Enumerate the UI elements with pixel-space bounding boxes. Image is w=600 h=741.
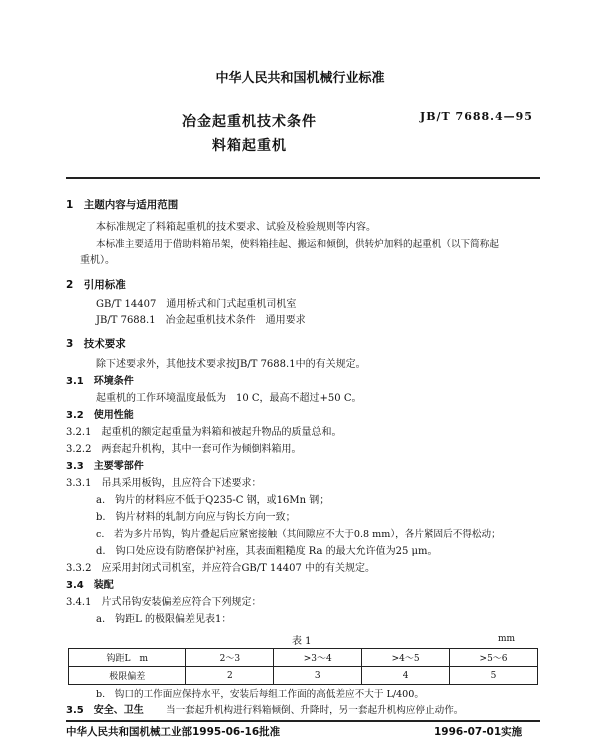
table-1-unit: mm (498, 634, 516, 644)
footer-rule (66, 720, 540, 722)
section-1-heading: 1 主题内容与适用范围 (66, 199, 179, 211)
item-d: d. 钩口处应设有防磨保护衬座，其表面粗糙度 Ra 的最大允许值为25 μm。 (96, 546, 438, 557)
table-cell: >4～5 (362, 649, 450, 667)
table-1-caption: 表 1 (292, 636, 312, 647)
section-1-paragraph-1: 本标准规定了料箱起重机的技术要求、试验及检验规则等内容。 (96, 222, 376, 233)
table-cell: 2 (186, 667, 274, 685)
clause-3-4-1-b: b. 钩口的工作面应保持水平，安装后每组工作面的高低差应不大于 L/400。 (96, 689, 424, 700)
table-cell: 极限偏差 (69, 667, 186, 685)
section-3-5-text: 当一套起升机构进行料箱倾倒、升降时，另一套起升机构应停止动作。 (166, 705, 464, 716)
issuing-body-title: 中华人民共和国机械行业标准 (215, 71, 385, 86)
section-3-3-heading: 3.3 主要零部件 (66, 461, 144, 472)
table-cell: 2～3 (186, 649, 274, 667)
section-3-1-heading: 3.1 环境条件 (66, 376, 134, 387)
document-subtitle: 料箱起重机 (212, 138, 287, 154)
table-1 (68, 648, 538, 685)
standard-number: JB/T 7688.4—95 (420, 110, 533, 123)
table-cell: 3 (274, 667, 362, 685)
clause-3-3-1: 3.3.1 吊具采用板钩，且应符合下述要求： (66, 478, 262, 489)
table-cell: 5 (450, 667, 538, 685)
table-cell: 钩距L m (69, 649, 186, 667)
reference-gb-14407: GB/T 14407 通用桥式和门式起重机司机室 (96, 299, 297, 310)
item-a: a. 钩片的材料应不低于Q235-C 钢，或16Mn 钢； (96, 495, 330, 506)
section-1-paragraph-2-cont: 重机）。 (80, 255, 115, 266)
section-3-heading: 3 技术要求 (66, 338, 126, 350)
clause-3-4-1-a: a. 钩距L 的极限偏差见表1： (96, 614, 232, 625)
clause-3-4-1: 3.4.1 片式吊钩安装偏差应符合下列规定： (66, 597, 262, 608)
implementation-date: 1996-07-01实施 (434, 726, 523, 738)
clause-3-2-2: 3.2.2 两套起升机构，其中一套可作为倾倒料箱用。 (66, 444, 302, 455)
clause-3-3-2: 3.3.2 应采用封闭式司机室，并应符合GB/T 14407 中的有关规定。 (66, 563, 375, 574)
section-3-1-text: 起重机的工作环境温度最低为 10 C，最高不超过+50 C。 (96, 393, 362, 404)
section-3-4-heading: 3.4 装配 (66, 580, 114, 591)
table-cell: >3～4 (274, 649, 362, 667)
section-3-intro: 除下述要求外，其他技术要求按JB/T 7688.1中的有关规定。 (96, 359, 366, 370)
document-title: 冶金起重机技术条件 (182, 114, 317, 130)
section-1-paragraph-2: 本标准主要适用于借助料箱吊架，使料箱挂起、搬运和倾倒，供转炉加料的起重机（以下简称起 (96, 239, 499, 250)
table-row (69, 667, 538, 685)
reference-jb-7688-1: JB/T 7688.1 冶金起重机技术条件 通用要求 (96, 315, 306, 326)
header-rule (66, 177, 540, 179)
section-3-2-heading: 3.2 使用性能 (66, 410, 134, 421)
approval-date: 中华人民共和国机械工业部1995-06-16批准 (66, 726, 281, 738)
section-3-5-heading: 3.5 安全、卫生 (66, 705, 144, 716)
clause-3-2-1: 3.2.1 起重机的额定起重量为料箱和被起升物品的质量总和。 (66, 427, 342, 438)
table-row (69, 649, 538, 667)
table-cell: 4 (362, 667, 450, 685)
item-b: b. 钩片材料的轧制方向应与钩长方向一致； (96, 512, 296, 523)
section-2-heading: 2 引用标准 (66, 279, 126, 291)
item-c: c. 若为多片吊钩，钩片叠起后应紧密接触（其间隙应不大于0.8 mm），各片紧固后不得松动； (96, 529, 501, 540)
table-cell: >5～6 (450, 649, 538, 667)
